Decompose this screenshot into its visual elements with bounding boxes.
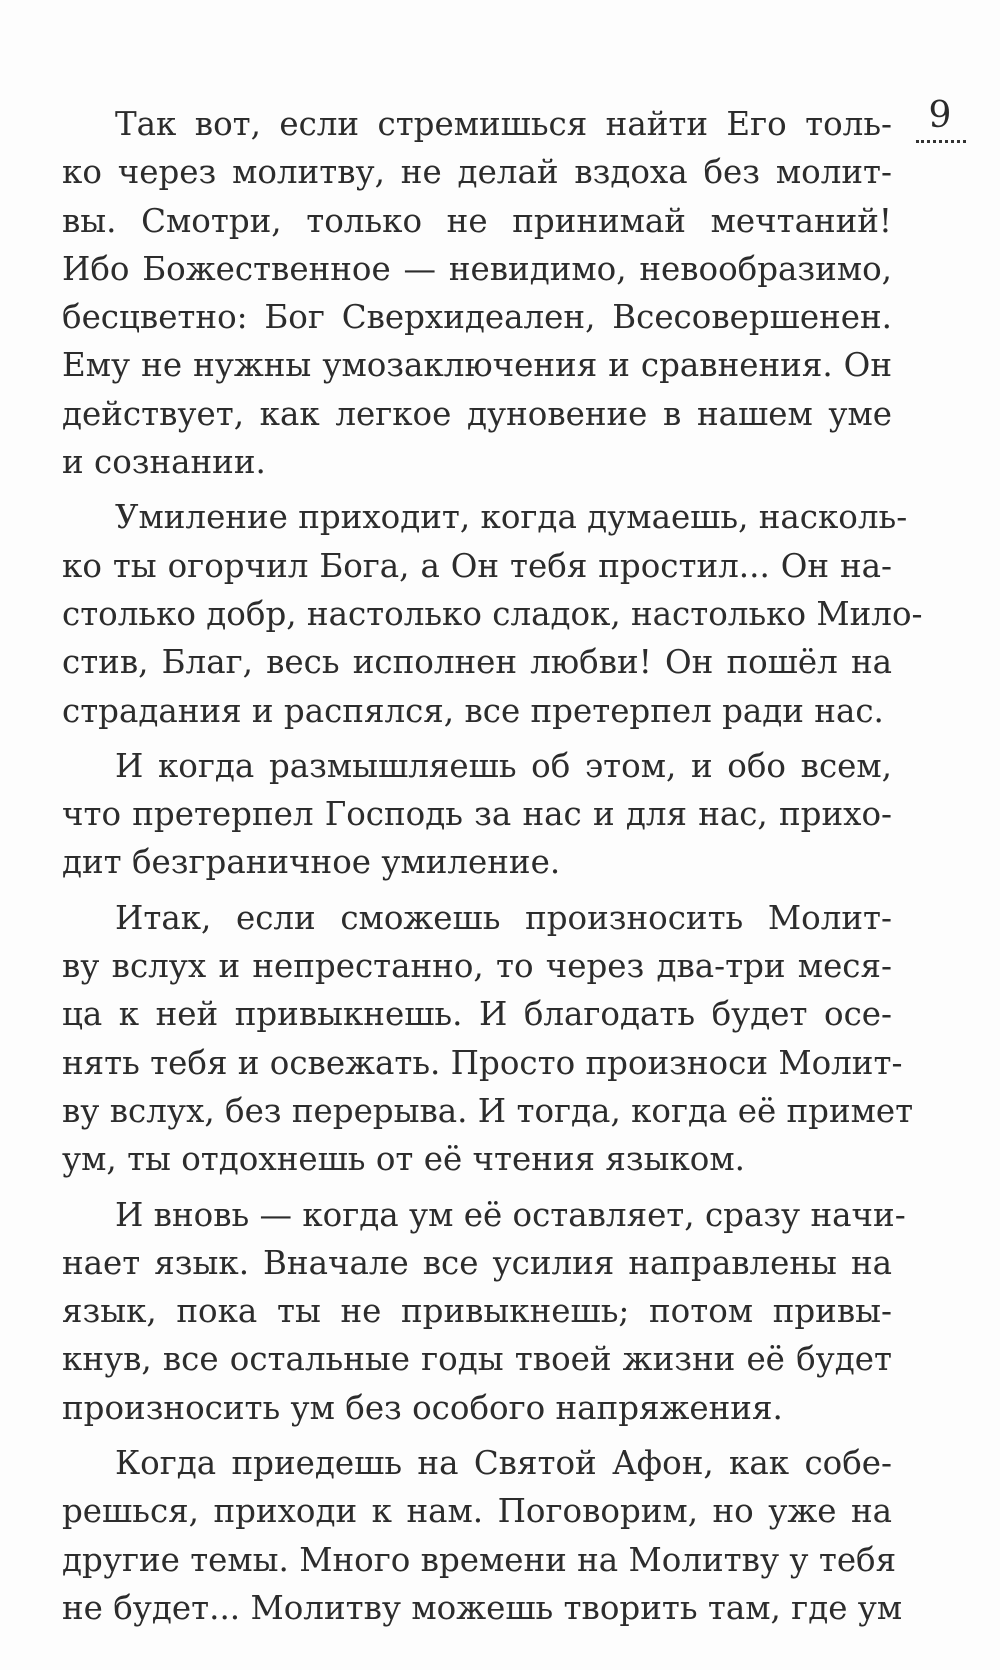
text-line: дит безграничное умиление. — [62, 843, 561, 882]
paragraph — [62, 1439, 903, 1632]
text-line: Так вот, если стремишься найти Его толь- — [115, 105, 892, 143]
text-line: кнув, все остальные годы твоей жизни её будет — [62, 1340, 892, 1379]
text-line: решься, приходи к нам. Поговорим, но уже на — [62, 1492, 892, 1531]
text-line: И когда размышляешь об этом, и обо всем, — [115, 746, 892, 785]
text-line: Ему не нужны умозаключения и сравнения. Он — [62, 346, 892, 385]
text-line: столько добр, настолько сладок, настолько Мило- — [62, 594, 923, 633]
text-line: Ибо Божественное — невидимо, невообразимо, — [62, 249, 892, 288]
text-line: ву вслух, без перерыва. И тогда, когда её примет — [62, 1091, 914, 1130]
text-line: ца к ней привыкнешь. И благодать будет осе- — [62, 995, 892, 1034]
text-line: другие темы. Много времени на Молитву у тебя — [62, 1540, 897, 1579]
text-line: язык, пока ты не привыкнешь; потом привы- — [62, 1292, 892, 1331]
page-number-underline — [916, 140, 966, 143]
text-line: стив, Благ, весь исполнен любви! Он пошёл на — [62, 643, 892, 682]
text-line: и сознании. — [62, 443, 266, 482]
text-line: ум, ты отдохнешь от её чтения языком. — [62, 1140, 745, 1179]
page-number: 9 — [928, 95, 952, 136]
paragraph — [62, 894, 914, 1184]
text-line: не будет... Молитву можешь творить там, где ум — [62, 1588, 903, 1627]
text-line: произносить ум без особого напряжения. — [62, 1388, 783, 1427]
text-line: Итак, если сможешь произносить Молит- — [115, 898, 892, 937]
text-line: Умиление приходит, когда думаешь, насколь- — [115, 498, 908, 537]
text-line: Когда приедешь на Святой Афон, как собе- — [115, 1444, 892, 1483]
text-line: ву вслух и непрестанно, то через два-три меся- — [62, 947, 892, 986]
body-text — [62, 100, 923, 1632]
text-line: страдания и распялся, все претерпел ради нас. — [62, 691, 884, 730]
paragraph — [62, 493, 923, 734]
text-line: ко ты огорчил Бога, а Он тебя простил... Он на- — [62, 546, 892, 585]
text-line: ко через молитву, не делай вздоха без молит- — [62, 153, 892, 192]
text-line: нять тебя и освежать. Просто произноси Молит- — [62, 1043, 903, 1082]
text-line: И вновь — когда ум её оставляет, сразу начи- — [115, 1195, 906, 1234]
text-line: нает язык. Вначале все усилия направлены на — [62, 1243, 892, 1282]
paragraph — [62, 1191, 906, 1432]
text-line: бесцветно: Бог Сверхидеален, Всесовершенен. — [62, 298, 892, 337]
text-line: действует, как легкое дуновение в нашем уме — [62, 394, 892, 433]
text-line: вы. Смотри, только не принимай мечтаний! — [62, 201, 892, 240]
text-line: что претерпел Господь за нас и для нас, прихо- — [62, 795, 892, 834]
paragraph — [62, 100, 892, 486]
paragraph — [62, 742, 892, 887]
